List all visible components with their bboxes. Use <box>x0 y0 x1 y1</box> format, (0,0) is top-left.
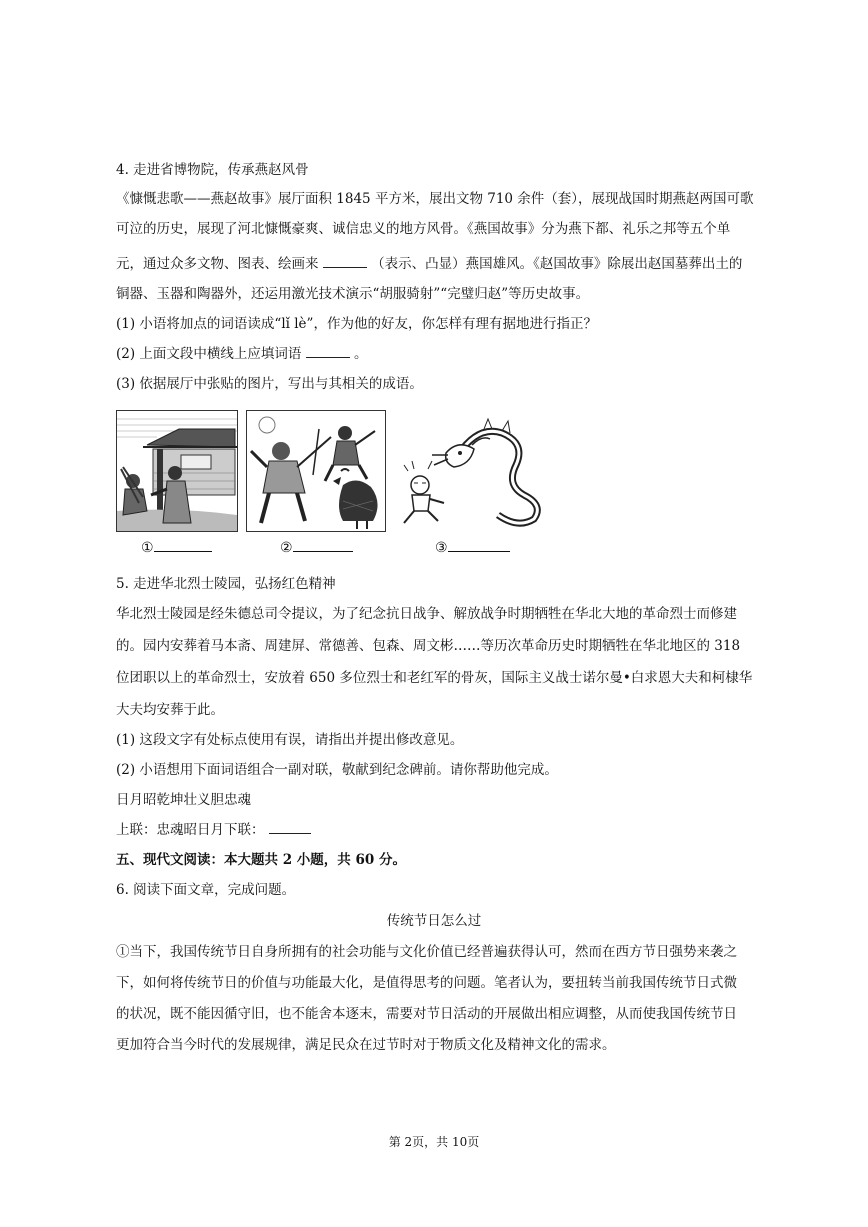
answer-line-1[interactable] <box>154 537 212 552</box>
q5-subquestion-2: (2) 小语想用下面词语组合一副对联，敬献到纪念碑前。请你帮助他完成。 <box>116 762 558 778</box>
fill-blank[interactable] <box>306 345 350 358</box>
couplet-blank[interactable] <box>269 821 311 834</box>
q4-paragraph-line-1: 《慷慨悲歌——燕赵故事》展厅面积 1845 平方米，展出文物 710 余件（套），展现战国时期燕赵两国可歌 <box>116 191 754 207</box>
answer-line-3[interactable] <box>448 537 510 552</box>
q5-subquestion-1: (1) 这段文字有处标点使用有误，请指出并提出修改意见。 <box>116 732 464 748</box>
answer-line-2[interactable] <box>293 537 353 552</box>
q5-title: 5. 走进华北烈士陵园，弘扬红色精神 <box>116 576 336 592</box>
picture-idiom-3 <box>398 415 548 530</box>
picture-3-answer: ③ <box>435 537 510 557</box>
q5-paragraph-line-2: 的。园内安葬着马本斋、周建屏、常德善、包森、周文彬……等历次革命历史时期牺牲在华北地区的 318 <box>116 638 741 654</box>
q5-paragraph-line-4: 大夫均安葬于此。 <box>116 702 224 718</box>
q6-title: 6. 阅读下面文章，完成问题。 <box>116 882 296 898</box>
house-figures-illustration <box>117 411 237 531</box>
sword-rooster-illustration <box>247 411 385 531</box>
q5-paragraph-line-3: 位团职以上的革命烈士，安放着 650 多位烈士和老红军的骨灰，国际主义战士诺尔曼•白求恩大夫和柯棣华 <box>116 670 753 686</box>
q4-title: 4. 走进省博物院，传承燕赵风骨 <box>116 162 309 178</box>
q5-paragraph-line-1: 华北烈士陵园是经朱德总司令提议，为了纪念抗日战争、解放战争时期牺牲在华北大地的革命烈士而修建 <box>116 606 737 622</box>
section-heading: 五、现代文阅读：本大题共 2 小题，共 60 分。 <box>116 852 406 868</box>
q4-paragraph-line-4: 铜器、玉器和陶器外，还运用激光技术演示“胡服骑射”“完璧归赵”等历史故事。 <box>116 286 590 302</box>
q4-subquestion-3: (3) 依据展厅中张贴的图片，写出与其相关的成语。 <box>116 376 423 392</box>
page-number: 第 2页，共 10页 <box>388 1135 480 1149</box>
fill-blank[interactable] <box>323 255 367 268</box>
article-paragraph-line-4: 更加符合当今时代的发展规律，满足民众在过节时对于物质文化及精神文化的需求。 <box>116 1037 616 1053</box>
article-paragraph-line-1: ①当下，我国传统节日自身所拥有的社会功能与文化价值已经普遍获得认可，然而在西方节日强势来袭之 <box>116 944 737 960</box>
picture-1-answer: ① <box>141 537 212 557</box>
dotted-char-yue: 乐 <box>635 221 650 237</box>
q4-paragraph-line-2: 可泣的历史，展现了河北慷慨豪爽、诚信忠义的地方风骨。《燕国故事》分为燕下都、礼乐之邦等五个单 <box>116 221 731 237</box>
article-title: 传统节日怎么过 <box>386 913 482 929</box>
dragon-figure-illustration <box>398 415 548 530</box>
article-paragraph-line-2: 下，如何将传统节日的价值与功能最大化，是值得思考的问题。笔者认为，要扭转当前我国传统节日式微 <box>116 975 737 991</box>
picture-idiom-1 <box>116 410 238 532</box>
q4-subquestion-1: (1) 小语将加点的词语读成“lǐ lè”，作为他的好友，你怎样有理有据地进行指正？ <box>116 316 597 332</box>
q5-word-list: 日月昭乾坤壮义胆忠魂 <box>116 792 251 808</box>
article-paragraph-line-3: 的状况，既不能因循守旧，也不能舍本逐末，需要对节日活动的开展做出相应调整，从而使我国传统节日 <box>116 1006 737 1022</box>
picture-2-answer: ② <box>280 537 353 557</box>
q4-paragraph-line-3: 元，通过众多文物、图表、绘画来 （表示、凸显）燕国雄风。《赵国故事》除展出赵国墓葬出土的 <box>116 256 743 272</box>
q5-couplet: 上联：忠魂昭日月下联： <box>116 821 756 839</box>
picture-idiom-2 <box>246 410 386 532</box>
q4-subquestion-2: (2) 上面文段中横线上应填词语 。 <box>116 346 368 362</box>
dotted-char-li: 礼 <box>622 221 636 237</box>
